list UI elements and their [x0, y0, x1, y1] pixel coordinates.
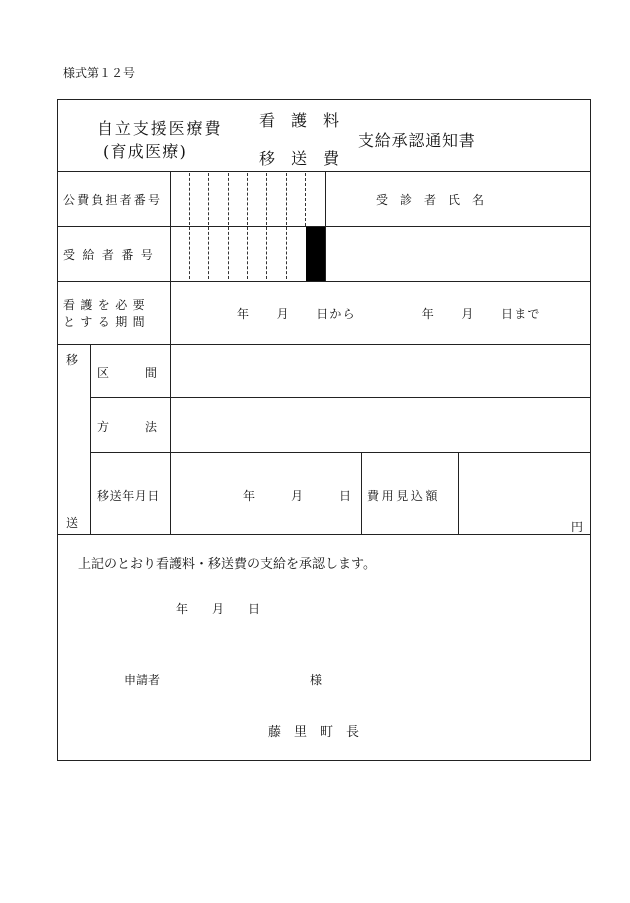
rule: [90, 452, 590, 453]
cost-estimate-label: 費用見込額: [367, 489, 441, 503]
digit-separator: [189, 173, 190, 279]
rule: [90, 344, 91, 534]
recipient-number-label: 受給者番号: [63, 248, 161, 262]
title-left-line2: (育成医療): [103, 142, 188, 161]
rule: [57, 281, 590, 282]
title-right: 支給承認通知書: [358, 131, 476, 150]
transport-date-text: 年 月 日: [243, 489, 352, 503]
method-label: 方 法: [97, 420, 158, 434]
rule: [361, 452, 362, 534]
transport-label-top: 移: [66, 353, 79, 367]
transport-date-label: 移送年月日: [97, 489, 161, 503]
digit-separator: [208, 173, 209, 279]
honorific-sama: 様: [310, 673, 323, 687]
patient-name-label: 受 診 者 氏 名: [376, 193, 485, 207]
rule: [170, 171, 171, 534]
mayor-signature: 藤 里 町 長: [268, 725, 360, 740]
rule: [90, 397, 590, 398]
title-left-line1: 自立支援医療費: [97, 119, 223, 138]
digit-separator: [247, 173, 248, 279]
rule: [458, 452, 459, 534]
transport-label-bottom: 送: [66, 516, 79, 530]
rule: [57, 171, 590, 172]
title-mid-line2: 移 送 費: [259, 149, 340, 168]
nursing-period-label-line1: 看護を必要: [63, 298, 151, 312]
form-number: 様式第１２号: [63, 66, 136, 80]
applicant-label: 申請者: [124, 673, 161, 687]
yen-unit: 円: [571, 520, 584, 534]
title-mid-line1: 看 護 料: [259, 111, 340, 130]
approval-date: 年 月 日: [176, 602, 261, 616]
rule: [325, 171, 326, 281]
section-label: 区 間: [97, 366, 158, 380]
rule: [57, 534, 590, 535]
rule: [57, 344, 590, 345]
nursing-period-label-line2: とする期間: [63, 315, 151, 329]
digit-separator: [286, 173, 287, 279]
nursing-period-text: 年 月 日から 年 月 日まで: [237, 307, 541, 321]
digit-separator: [228, 173, 229, 279]
payer-number-label: 公費負担者番号: [63, 193, 163, 207]
check-digit-block: [306, 227, 325, 281]
approval-statement: 上記のとおり看護料・移送費の支給を承認します。: [78, 557, 376, 572]
digit-separator: [305, 173, 306, 226]
digit-separator: [266, 173, 267, 279]
